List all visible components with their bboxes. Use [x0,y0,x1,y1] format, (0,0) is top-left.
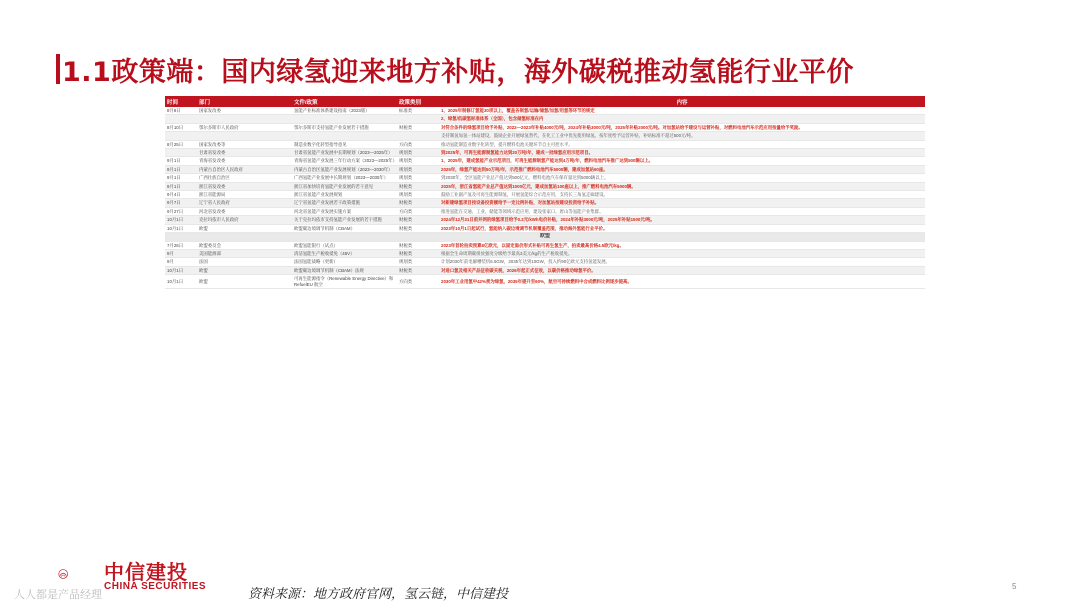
logo-english: CHINA SECURITIES [104,581,207,592]
cell-dept: 甘肃省发改委 [197,149,292,157]
cell-content [439,182,925,190]
header-date: 时间 [165,96,197,107]
cell-category: 方向类 [397,140,439,148]
table-row [165,123,925,131]
cell-dept: 欧盟 [197,275,292,289]
cell-doc: 可再生能源指令（Renewable Energy Directive）和 RefuelEU 航空 [292,275,397,289]
content-text: 计划2030年前电解槽装机6.5GW，2035年达到10GW，投入约90亿欧元支持氢能发展。 [441,259,611,265]
cell-doc: 制造业数字化转型指导意见 [292,140,397,148]
cell-category: 财税类 [397,216,439,224]
cell-date: 7月26日 [165,241,197,249]
cell-dept: 浙江省能源局 [197,191,292,199]
content-text: 对进口氢及相关产品征收碳关税，2026年起正式征收，以碳价格推动绿氢平价。 [441,267,596,273]
cell-date: 10月1日 [165,224,197,232]
cell-category: 财税类 [397,241,439,249]
cell-category: 财税类 [397,224,439,232]
cell-doc: 浙江省加快培育氢能产业发展的若干意见 [292,182,397,190]
content-text: 1、2025年制修订氢能30项以上，覆盖各制氢/运输/储氢/加氢/用氢等环节的规定 [441,108,595,113]
cell-doc: 河北省氢能产业发展实施方案 [292,207,397,215]
cell-dept: 欧盟 [197,224,292,232]
table-row [165,191,925,199]
cell-date: 9月1日 [165,165,197,173]
content-text: 鼓励工业副产氢及可再生能源制氢，开展氢能综合示范应用，支持长三角氢走廊建设。 [441,192,608,198]
cell-content [439,249,925,257]
cell-date: 8月10日 [165,123,197,131]
content-text: 根据全生命周期碳排放强度分级给予最高3美元/kg的生产税收抵免。 [441,250,573,256]
content-text: 2、绿氢/低碳氢标准体系（全国），包含储氢标准在内 [441,116,544,122]
table-row [165,258,925,266]
cell-date: 9月 [165,249,197,257]
cell-dept: 克拉玛依市人民政府 [197,216,292,224]
cell-dept [197,115,292,123]
table-row [165,241,925,249]
cell-date [165,149,197,157]
cell-doc: 法国氢能战略（更新） [292,258,397,266]
cell-content [439,199,925,207]
cell-category [397,132,439,140]
content-text: 对符合条件的绿氢项目给予补贴，2022—2023年补贴4000元/吨，2024年补贴3000元/吨，2025年补贴2000元/吨。对加氢站给予建设与运营补贴，对燃料电池汽车示范应用按量给予奖励。 [441,124,803,130]
cell-doc: 广西氢能产业发展中长期规划（2023—2035年） [292,174,397,182]
table-row [165,140,925,148]
cell-doc: 甘肃省氢能产业发展中长期规划（2023—2025年） [292,149,397,157]
cell-doc [292,132,397,140]
header-content: 内容 [439,96,925,107]
cell-category [397,115,439,123]
header-doc: 文件/政策 [292,96,397,107]
header-dept: 部门 [197,96,292,107]
policy-table [165,96,925,289]
cell-doc: 浙江省氢能产业发展规划 [292,191,397,199]
table-row [165,266,925,274]
content-text: 对新建绿氢项目按设备投资额给予一定比例补贴，对加氢站按建设投资给予补贴。 [441,200,600,206]
cell-content [439,275,925,289]
page-number: 5 [1012,582,1017,591]
cell-content [439,149,925,157]
logo-chinese: 中信建投 [104,560,188,584]
content-text: 2025年，浙江省氢能产业总产值达到1000亿元，建成加氢站100座以上，推广燃料电池汽车5000辆。 [441,183,636,189]
cell-dept: 辽宁省人民政府 [197,199,292,207]
cell-date: 9月 [165,258,197,266]
cell-content [439,174,925,182]
page-title: 1.1政策端：国内绿氢迎来地方补贴，海外碳税推动氢能行业平价 [62,57,854,88]
cell-date [165,132,197,140]
table-body [165,107,925,288]
cell-category: 财税类 [397,123,439,131]
cell-doc [292,115,397,123]
cell-category: 规划类 [397,149,439,157]
cell-date: 10月1日 [165,275,197,289]
cell-content [439,115,925,123]
cell-dept: 青海省发改委 [197,157,292,165]
cell-content [439,165,925,173]
cell-category: 方向类 [397,275,439,289]
source-note: 资料来源：地方政府官网，氢云链，中信建投 [248,587,509,602]
cell-category: 财税类 [397,266,439,274]
cell-content [439,216,925,224]
cell-content [439,157,925,165]
cell-dept: 浙江省发改委 [197,182,292,190]
cell-date: 9月27日 [165,207,197,215]
cell-date: 8月8日 [165,107,197,115]
cell-category: 规划类 [397,191,439,199]
content-text: 2024年12月31日前并网的绿氢项目给予0.2元/kWh电价补贴，2024年补贴3000元/吨，2025年补贴1500元/吨。 [441,217,655,223]
cell-category: 规划类 [397,157,439,165]
cell-category: 财税类 [397,249,439,257]
cell-doc: 欧盟碳边境调节机制（CBAM） [292,224,397,232]
table-row [165,149,925,157]
policy-table-container [165,96,925,570]
cell-dept: 广西壮族自治区 [197,174,292,182]
cell-date: 9月1日 [165,157,197,165]
cell-content [439,132,925,140]
cell-content [439,207,925,215]
cell-content [439,266,925,274]
table-row [165,275,925,289]
cell-dept: 国家发改委 [197,107,292,115]
content-text: 推进氢能在交通、工业、储能等领域示范应用，建设张家口、唐山等氢能产业集群。 [441,208,604,214]
cell-doc: 欧盟碳边境调节机制（CBAM）法规 [292,266,397,274]
cell-category: 规划类 [397,165,439,173]
cell-dept: 国家发改委等 [197,140,292,148]
cell-dept: 内蒙古自治区人民政府 [197,165,292,173]
cell-dept: 鄂尔多斯市人民政府 [197,123,292,131]
content-text: 2023年首轮拍卖预算8亿欧元，以固定溢价形式补贴可再生氢生产，拍卖最高价格4.5欧元/kg。 [441,242,624,248]
cell-doc: 关于克拉玛依市支持氢能产业发展的若干措施 [292,216,397,224]
cell-dept [197,132,292,140]
cell-dept: 欧盟 [197,266,292,274]
cell-category: 财税类 [397,182,439,190]
content-text: 1、2025年，建成氢能产业示范项目，可再生能源制氢产能达到4万吨/年，燃料电池汽车推广达到500辆以上。 [441,158,653,164]
cell-date [165,115,197,123]
section-label: 欧盟 [165,233,925,241]
cell-doc: 氢能产业标准体系建设指南（2023版） [292,107,397,115]
table-row [165,233,925,241]
cell-dept: 河北省发改委 [197,207,292,215]
cell-date: 9月1日 [165,174,197,182]
cell-content [439,241,925,249]
table-row [165,207,925,215]
table-row [165,174,925,182]
cell-doc: 清洁氢能生产税收抵免（45V） [292,249,397,257]
cell-dept: 美国能源部 [197,249,292,257]
cell-content [439,107,925,115]
table-header-row [165,96,925,107]
cell-category: 规划类 [397,174,439,182]
content-text: 2025年，绿氢产能达到50万吨/年，示范推广燃料电池汽车5000辆，建成加氢站60座。 [441,166,608,172]
content-text: 到2025年，可再生能源制氢能力达到20万吨/年，建成一批绿氢应用示范项目。 [441,150,593,156]
cell-doc: 辽宁省氢能产业发展若干政策措施 [292,199,397,207]
cell-category: 财税类 [397,199,439,207]
cell-content [439,258,925,266]
cell-doc: 鄂尔多斯市支持氢能产业发展若干措施 [292,123,397,131]
content-text: 支持制氢加氢一体站建设，鼓励企业开展绿氢替代，在化工工业中优先使用绿氢。按年度给予运营补贴，补贴标准不超过500元/吨。 [441,133,696,139]
cell-date: 9月4日 [165,191,197,199]
watermark: 人人都是产品经理 [14,589,102,601]
cell-date: 10月1日 [165,266,197,274]
table-row [165,199,925,207]
header-category: 政策类别 [397,96,439,107]
table-row [165,165,925,173]
content-text: 2030年工业用氢中42%须为绿氢，2035年提升至60%，航空可持续燃料中合成燃料比例逐步提高。 [441,278,632,284]
cell-category: 方向类 [397,207,439,215]
content-text: 到2030年，全区氢能产业总产值达到500亿元，燃料电池汽车保有量达到5000辆以上。 [441,175,609,181]
cell-date: 9月1日 [165,182,197,190]
cell-category: 标准类 [397,107,439,115]
cell-dept: 法国 [197,258,292,266]
content-text: 推动氢能制造业数字化转型，提升燃料电池关键环节自主可控水平。 [441,141,573,147]
table-row [165,216,925,224]
cell-date: 10月1日 [165,216,197,224]
table-row [165,115,925,123]
cell-content [439,123,925,131]
table-row [165,107,925,115]
cell-content [439,140,925,148]
cell-date: 8月25日 [165,140,197,148]
title-accent-bar [56,54,60,84]
cell-doc: 欧盟氢能银行（试点） [292,241,397,249]
cell-doc: 内蒙古自治区氢能产业发展规划（2023—2030年） [292,165,397,173]
cell-content [439,191,925,199]
cell-category: 规划类 [397,258,439,266]
cell-doc: 青海省氢能产业发展三年行动方案（2023—2025年） [294,158,397,164]
table-row [165,132,925,140]
table-row [165,182,925,190]
table-row [165,249,925,257]
table-row [165,224,925,232]
content-text: 2023年10月1日起试行，氢能纳入碳边境调节机制覆盖范围，推动海外氢能行业平价。 [441,225,608,231]
cell-content [439,224,925,232]
cell-date: 9月7日 [165,199,197,207]
table-row [165,157,925,165]
cell-dept: 欧盟委员会 [197,241,292,249]
